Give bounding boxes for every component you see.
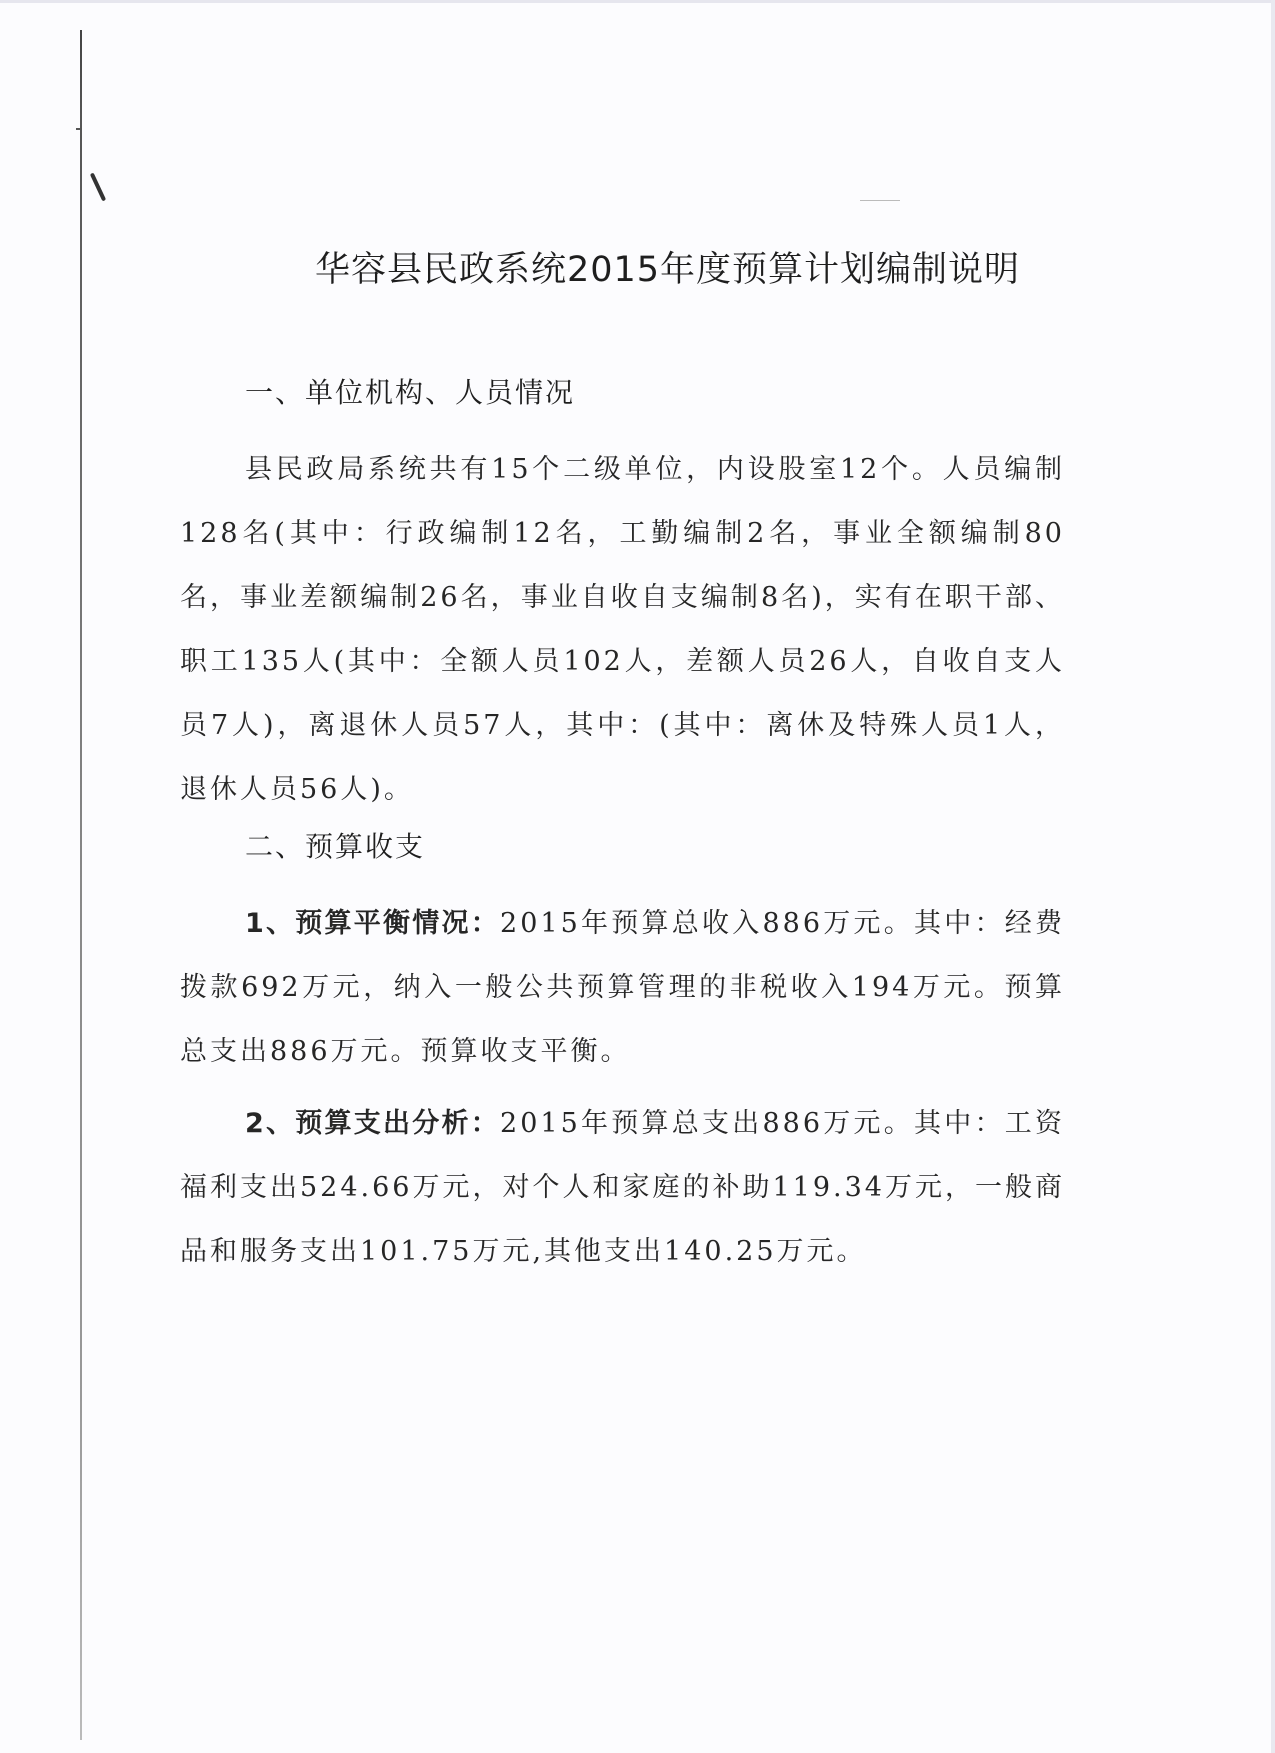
section-heading-organization: 一、单位机构、人员情况 [245, 376, 576, 409]
binding-mark [90, 173, 106, 202]
scan-stray-line [860, 200, 900, 201]
budget-balance-paragraph [180, 892, 1065, 1084]
budget-expense-text: 2015年预算总支出886万元。其中：工资福利支出524.66万元，对个人和家庭的补助119.34万元，一般商品和服务支出101.75万元,其他支出140.25万元。 [180, 1108, 1065, 1267]
budget-balance-lead: 1、预算平衡情况： [245, 908, 501, 939]
binding-tick [76, 128, 82, 130]
scan-top-edge [0, 0, 1275, 3]
budget-expense-paragraph [180, 1092, 1065, 1284]
document-body [180, 372, 1065, 1284]
document-title: 华容县民政系统2015年度预算计划编制说明 [314, 250, 1021, 290]
section-heading-budget: 二、预算收支 [245, 830, 426, 863]
budget-balance-text: 2015年预算总收入886万元。其中：经费拨款692万元，纳入一般公共预算管理的非税收入194万元。预算总支出886万元。预算收支平衡。 [180, 908, 1065, 1067]
budget-expense-lead: 2、预算支出分析： [245, 1108, 501, 1139]
section-paragraph-organization: 县民政局系统共有15个二级单位，内设股室12个。人员编制128名(其中：行政编制12名，工勤编制2名，事业全额编制80名，事业差额编制26名，事业自收自支编制8名)，实有在职干部、职工135人(其中：全额人员102人，差额人员26人，自收自支人员7人)，离退休人员57人，其中：(其中：离休及特殊人员1人，退休人员56人)。 [180, 454, 1065, 805]
